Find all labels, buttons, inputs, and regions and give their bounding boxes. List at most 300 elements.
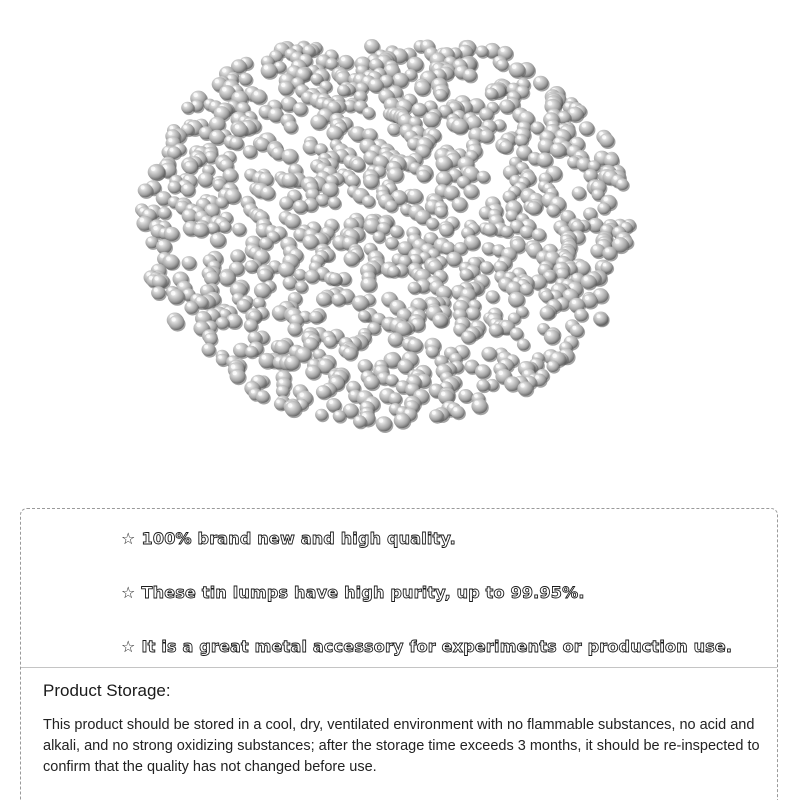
tin-pellet (517, 381, 533, 395)
tin-pellet (344, 252, 360, 266)
pellet-highlight (159, 193, 163, 197)
pellet-highlight (318, 164, 322, 168)
pellet-highlight (281, 264, 286, 269)
pellet-highlight (272, 52, 276, 56)
pellet-highlight (358, 59, 362, 63)
pellet-highlight (382, 390, 387, 395)
pellet-highlight (304, 93, 308, 97)
pellet-highlight (178, 202, 182, 206)
pellet-highlight (402, 205, 406, 209)
star-icon: ☆ (121, 637, 136, 656)
pellet-highlight (407, 71, 411, 75)
pellet-highlight (469, 141, 473, 145)
tin-pellet (461, 331, 475, 344)
tin-pellet (572, 186, 586, 199)
pellet-highlight (466, 186, 470, 190)
pellet-highlight (218, 318, 222, 322)
pellet-highlight (365, 109, 369, 113)
pellet-highlight (253, 377, 257, 381)
tin-pellet (417, 170, 431, 183)
pellet-highlight (232, 264, 236, 268)
tin-pellet (182, 256, 197, 269)
pellet-highlight (356, 102, 360, 106)
pellet-highlight (523, 191, 528, 196)
pellet-highlight (519, 147, 523, 151)
pellet-highlight (386, 65, 391, 70)
pellet-highlight (563, 212, 567, 216)
pellet-highlight (285, 175, 289, 179)
pellet-highlight (448, 218, 452, 222)
pellet-highlight (545, 194, 550, 199)
pellet-highlight (489, 103, 492, 106)
pellet-highlight (518, 87, 522, 91)
tin-pellet (243, 145, 257, 158)
pellet-highlight (549, 362, 553, 366)
pellet-highlight (406, 132, 410, 136)
pellet-highlight (377, 51, 381, 55)
pellet-highlight (470, 146, 474, 150)
pellet-highlight (318, 196, 322, 200)
pellet-highlight (417, 271, 422, 276)
pellet-highlight (301, 312, 305, 316)
pellet-highlight (579, 159, 583, 163)
pellet-highlight (279, 372, 283, 376)
pellet-highlight (317, 145, 321, 149)
pellet-highlight (607, 155, 611, 159)
pellet-highlight (595, 290, 600, 295)
tin-pellet (219, 270, 236, 285)
pellet-highlight (399, 101, 404, 106)
pellet-highlight (450, 170, 454, 174)
pellet-highlight (250, 333, 254, 337)
tin-pellet (282, 173, 298, 188)
pellet-highlight (410, 265, 414, 269)
pellet-highlight (484, 244, 488, 248)
pellet-highlight (278, 387, 282, 391)
pellet-highlight (364, 77, 368, 81)
pellet-highlight (428, 219, 432, 223)
pellet-highlight (437, 207, 441, 211)
tin-pellet (218, 221, 231, 233)
tin-pellet (158, 207, 171, 219)
pellet-highlight (471, 129, 476, 134)
pellet-highlight (605, 172, 609, 176)
pellet-highlight (239, 301, 243, 305)
pellet-highlight (447, 348, 451, 352)
pellet-highlight (229, 316, 234, 321)
pellet-highlight (210, 262, 214, 266)
pellet-highlight (615, 239, 620, 244)
pellet-highlight (380, 224, 384, 228)
pellet-highlight (352, 128, 357, 133)
tin-pellet (254, 283, 271, 298)
pellet-highlight (290, 294, 294, 298)
pellet-highlight (184, 103, 188, 107)
pellet-highlight (258, 392, 262, 396)
tin-pellet (326, 398, 341, 412)
pellet-highlight (141, 185, 145, 189)
pellet-highlight (552, 353, 557, 358)
pellet-highlight (529, 245, 534, 250)
tin-pellet (278, 81, 294, 95)
pellet-highlight (548, 189, 552, 193)
pellet-highlight (519, 340, 523, 344)
pellet-highlight (439, 173, 443, 177)
pellet-highlight (540, 265, 544, 269)
pellet-highlight (488, 198, 492, 202)
pellet-highlight (262, 355, 267, 360)
pellet-highlight (509, 84, 513, 88)
pellet-highlight (439, 158, 444, 163)
tin-pellet (148, 164, 165, 179)
pellet-highlight (449, 254, 453, 258)
pellet-highlight (416, 391, 420, 395)
pellet-highlight (296, 270, 299, 273)
pellet-highlight (498, 371, 503, 376)
pellet-highlight (430, 262, 434, 266)
pellet-highlight (296, 386, 300, 390)
pellet-highlight (497, 349, 501, 353)
pellet-highlight (533, 123, 537, 127)
tin-pellet (599, 133, 614, 147)
product-info-card (20, 508, 778, 800)
pellet-highlight (524, 370, 528, 374)
pellet-highlight (534, 230, 538, 234)
pellet-highlight (346, 156, 350, 160)
pellet-highlight (207, 205, 211, 209)
pellet-highlight (346, 101, 350, 105)
pellet-highlight (319, 56, 323, 60)
pellet-highlight (376, 366, 380, 370)
pellet-highlight (585, 296, 589, 300)
pellet-highlight (270, 101, 274, 105)
tin-pellet (373, 231, 385, 242)
pellet-highlight (296, 202, 300, 206)
tin-pellet (451, 119, 468, 134)
pellet-highlight (545, 272, 549, 276)
tin-pellet (515, 134, 528, 146)
pellet-highlight (400, 361, 404, 365)
pellet-highlight (184, 290, 188, 294)
tin-pellet (362, 195, 375, 207)
pellet-highlight (209, 224, 213, 228)
pellet-highlight (502, 322, 506, 326)
pellet-highlight (416, 42, 420, 46)
pellet-highlight (206, 334, 210, 338)
pellet-highlight (251, 248, 255, 252)
pellet-highlight (282, 75, 287, 80)
pellet-highlight (201, 128, 205, 132)
pellet-highlight (570, 158, 574, 162)
pellet-highlight (411, 164, 415, 168)
pellet-highlight (229, 357, 233, 361)
pellet-highlight (523, 173, 527, 177)
pellet-highlight (603, 197, 608, 202)
pellet-highlight (462, 270, 466, 274)
pellet-highlight (296, 104, 300, 108)
tin-pellet (198, 172, 214, 187)
pellet-highlight (456, 310, 460, 314)
pellet-highlight (603, 263, 606, 266)
pellet-highlight (435, 315, 439, 319)
pellet-highlight (247, 262, 251, 266)
pellet-highlight (288, 403, 293, 408)
pellet-highlight (570, 109, 575, 114)
pellet-highlight (287, 50, 291, 54)
pellet-highlight (286, 247, 290, 251)
pellet-highlight (364, 197, 368, 201)
pellet-highlight (234, 61, 238, 65)
tin-pellet (483, 223, 497, 236)
tin-pellet (232, 123, 248, 137)
pellet-highlight (570, 147, 574, 151)
pellet-highlight (215, 181, 219, 185)
pellet-highlight (547, 126, 552, 131)
pellet-highlight (540, 154, 545, 159)
pellet-highlight (407, 402, 411, 406)
pellet-highlight (428, 347, 432, 351)
tin-pellet (517, 339, 530, 351)
pellet-highlight (330, 198, 334, 202)
pellet-highlight (341, 57, 345, 61)
pellet-highlight (496, 121, 500, 125)
pellet-highlight (546, 351, 550, 355)
pellet-highlight (452, 354, 456, 358)
tin-pellet (574, 309, 588, 322)
pellet-highlight (439, 366, 443, 370)
tin-pellet (258, 268, 272, 281)
pellet-highlight (419, 171, 423, 175)
pellet-highlight (405, 95, 409, 99)
tin-pellet (436, 171, 452, 186)
pellet-highlight (411, 118, 415, 122)
tin-pellet (463, 69, 477, 82)
feature-text: It is a great metal accessory for experiments or production use. (141, 637, 733, 656)
pellet-highlight (410, 191, 415, 196)
pellet-highlight (310, 360, 314, 364)
tin-pellet (259, 353, 275, 368)
pellet-highlight (363, 372, 367, 376)
tin-pellet (276, 385, 289, 397)
pellet-highlight (548, 101, 553, 106)
pellet-highlight (291, 165, 295, 169)
pellet-highlight (247, 383, 251, 387)
tin-pellet (168, 315, 184, 330)
pellet-highlight (247, 347, 251, 351)
pellet-highlight (433, 54, 438, 59)
pellet-highlight (183, 185, 187, 189)
pellet-highlight (487, 45, 492, 50)
pellet-highlight (193, 101, 197, 105)
pellet-highlight (511, 158, 515, 162)
pellet-highlight (467, 152, 471, 156)
pellet-highlight (363, 141, 368, 146)
pellet-highlight (204, 345, 208, 349)
pellet-highlight (565, 103, 569, 107)
pellet-highlight (388, 239, 392, 243)
pellet-highlight (411, 207, 416, 212)
pellet-highlight (515, 110, 519, 114)
pellet-highlight (468, 118, 472, 122)
pellet-highlight (292, 53, 296, 57)
pellet-highlight (410, 340, 414, 344)
pellet-highlight (198, 313, 203, 318)
pellet-highlight (284, 98, 289, 103)
pellet-highlight (348, 176, 352, 180)
tin-pellet (337, 84, 350, 96)
pellet-highlight (514, 269, 518, 273)
pellet-highlight (234, 114, 239, 119)
pellet-highlight (432, 282, 436, 286)
pellet-highlight (294, 61, 298, 65)
tin-pellet (510, 327, 523, 339)
tin-pellet (163, 254, 179, 269)
pellet-highlight (602, 135, 606, 139)
pellet-highlight (508, 202, 513, 207)
pellet-highlight (346, 254, 350, 258)
tin-pellet (435, 206, 448, 218)
pellet-highlight (572, 326, 576, 330)
pellet-highlight (263, 188, 267, 192)
pellet-highlight (153, 226, 157, 230)
tin-pellet (260, 186, 275, 200)
pellet-highlight (558, 279, 561, 282)
pellet-highlight (346, 219, 350, 223)
pellet-highlight (470, 259, 474, 263)
pellet-highlight (557, 264, 561, 268)
tin-pellet (323, 336, 336, 348)
pellet-highlight (176, 274, 180, 278)
tin-pellet (353, 415, 366, 427)
pellet-highlight (520, 178, 523, 181)
pellet-highlight (286, 122, 290, 126)
pellet-highlight (478, 47, 482, 51)
pellet-highlight (234, 294, 238, 298)
pellet-highlight (345, 238, 349, 242)
tin-pellet (293, 200, 308, 213)
pellet-highlight (349, 383, 353, 387)
pellet-highlight (481, 208, 485, 212)
pellet-highlight (430, 130, 434, 134)
pellet-highlight (410, 139, 414, 143)
pellet-highlight (397, 415, 402, 420)
tin-pellet (274, 340, 290, 355)
pellet-highlight (384, 319, 388, 323)
pellet-highlight (423, 73, 428, 78)
pellet-highlight (212, 119, 217, 124)
pellet-highlight (227, 190, 232, 195)
pellet-highlight (222, 213, 226, 217)
pellet-highlight (505, 192, 509, 196)
pellet-highlight (478, 366, 482, 370)
tin-pellet (387, 266, 400, 278)
pellet-highlight (535, 375, 539, 379)
pellet-highlight (197, 297, 201, 301)
pellet-highlight (334, 295, 338, 299)
pellet-highlight (362, 403, 366, 407)
pellet-highlight (428, 340, 433, 345)
pellet-highlight (215, 79, 219, 83)
pellet-highlight (218, 198, 222, 202)
tin-pellet (486, 290, 500, 303)
pellet-highlight (205, 256, 209, 260)
pellet-highlight (574, 188, 578, 192)
pellet-highlight (379, 187, 383, 191)
pellet-highlight (360, 361, 364, 365)
pellet-highlight (389, 267, 393, 271)
pellet-highlight (170, 148, 174, 152)
pellet-highlight (364, 273, 368, 277)
pellet-highlight (234, 93, 239, 98)
pellet-highlight (371, 80, 375, 84)
pellet-highlight (529, 203, 533, 207)
pellet-highlight (510, 314, 514, 318)
pellet-highlight (561, 227, 565, 231)
tin-pellet (432, 314, 447, 328)
pellet-highlight (304, 179, 309, 184)
tin-pellet (544, 330, 560, 345)
pellet-highlight (159, 241, 163, 245)
pellet-highlight (387, 354, 392, 359)
pellet-highlight (317, 410, 321, 414)
pellet-highlight (421, 253, 424, 256)
pellet-highlight (256, 251, 261, 256)
pellet-highlight (484, 349, 488, 353)
pellet-highlight (422, 245, 426, 249)
pellet-highlight (366, 244, 370, 248)
pellet-highlight (319, 387, 323, 391)
pellet-highlight (345, 349, 349, 353)
pellet-highlight (206, 100, 210, 104)
pellet-highlight (305, 236, 310, 241)
pellet-highlight (311, 312, 315, 316)
pellet-highlight (318, 269, 322, 273)
pellet-highlight (518, 215, 522, 219)
pellet-highlight (439, 288, 443, 292)
pellet-highlight (205, 166, 208, 169)
pellet-highlight (296, 230, 300, 234)
tin-pellet (579, 121, 594, 135)
pellet-highlight (461, 391, 465, 395)
pellet-highlight (356, 75, 360, 79)
feature-text: These tin lumps have high purity, up to 99.95%. (141, 583, 585, 602)
pellet-highlight (413, 319, 417, 323)
pellet-highlight (341, 346, 345, 350)
pellet-highlight (459, 177, 463, 181)
tin-pellet (480, 261, 494, 274)
pellet-highlight (442, 373, 446, 377)
pellet-highlight (257, 285, 262, 290)
tin-pellet (302, 234, 318, 249)
pellet-highlight (366, 176, 370, 180)
pellet-highlight (549, 206, 553, 210)
pellet-highlight (482, 263, 486, 267)
pellet-highlight (267, 226, 271, 230)
pellet-highlight (467, 362, 471, 366)
pellet-highlight (207, 273, 211, 277)
pellet-highlight (418, 212, 422, 216)
pellet-highlight (226, 137, 230, 141)
pellet-highlight (313, 256, 317, 260)
pellet-highlight (213, 235, 217, 239)
tin-pellet (533, 76, 548, 90)
pellet-highlight (291, 250, 295, 254)
pellet-highlight (391, 405, 395, 409)
tin-pellet (316, 385, 331, 399)
pellet-highlight (247, 88, 251, 92)
pellet-highlight (193, 93, 198, 98)
pellet-highlight (319, 294, 323, 298)
